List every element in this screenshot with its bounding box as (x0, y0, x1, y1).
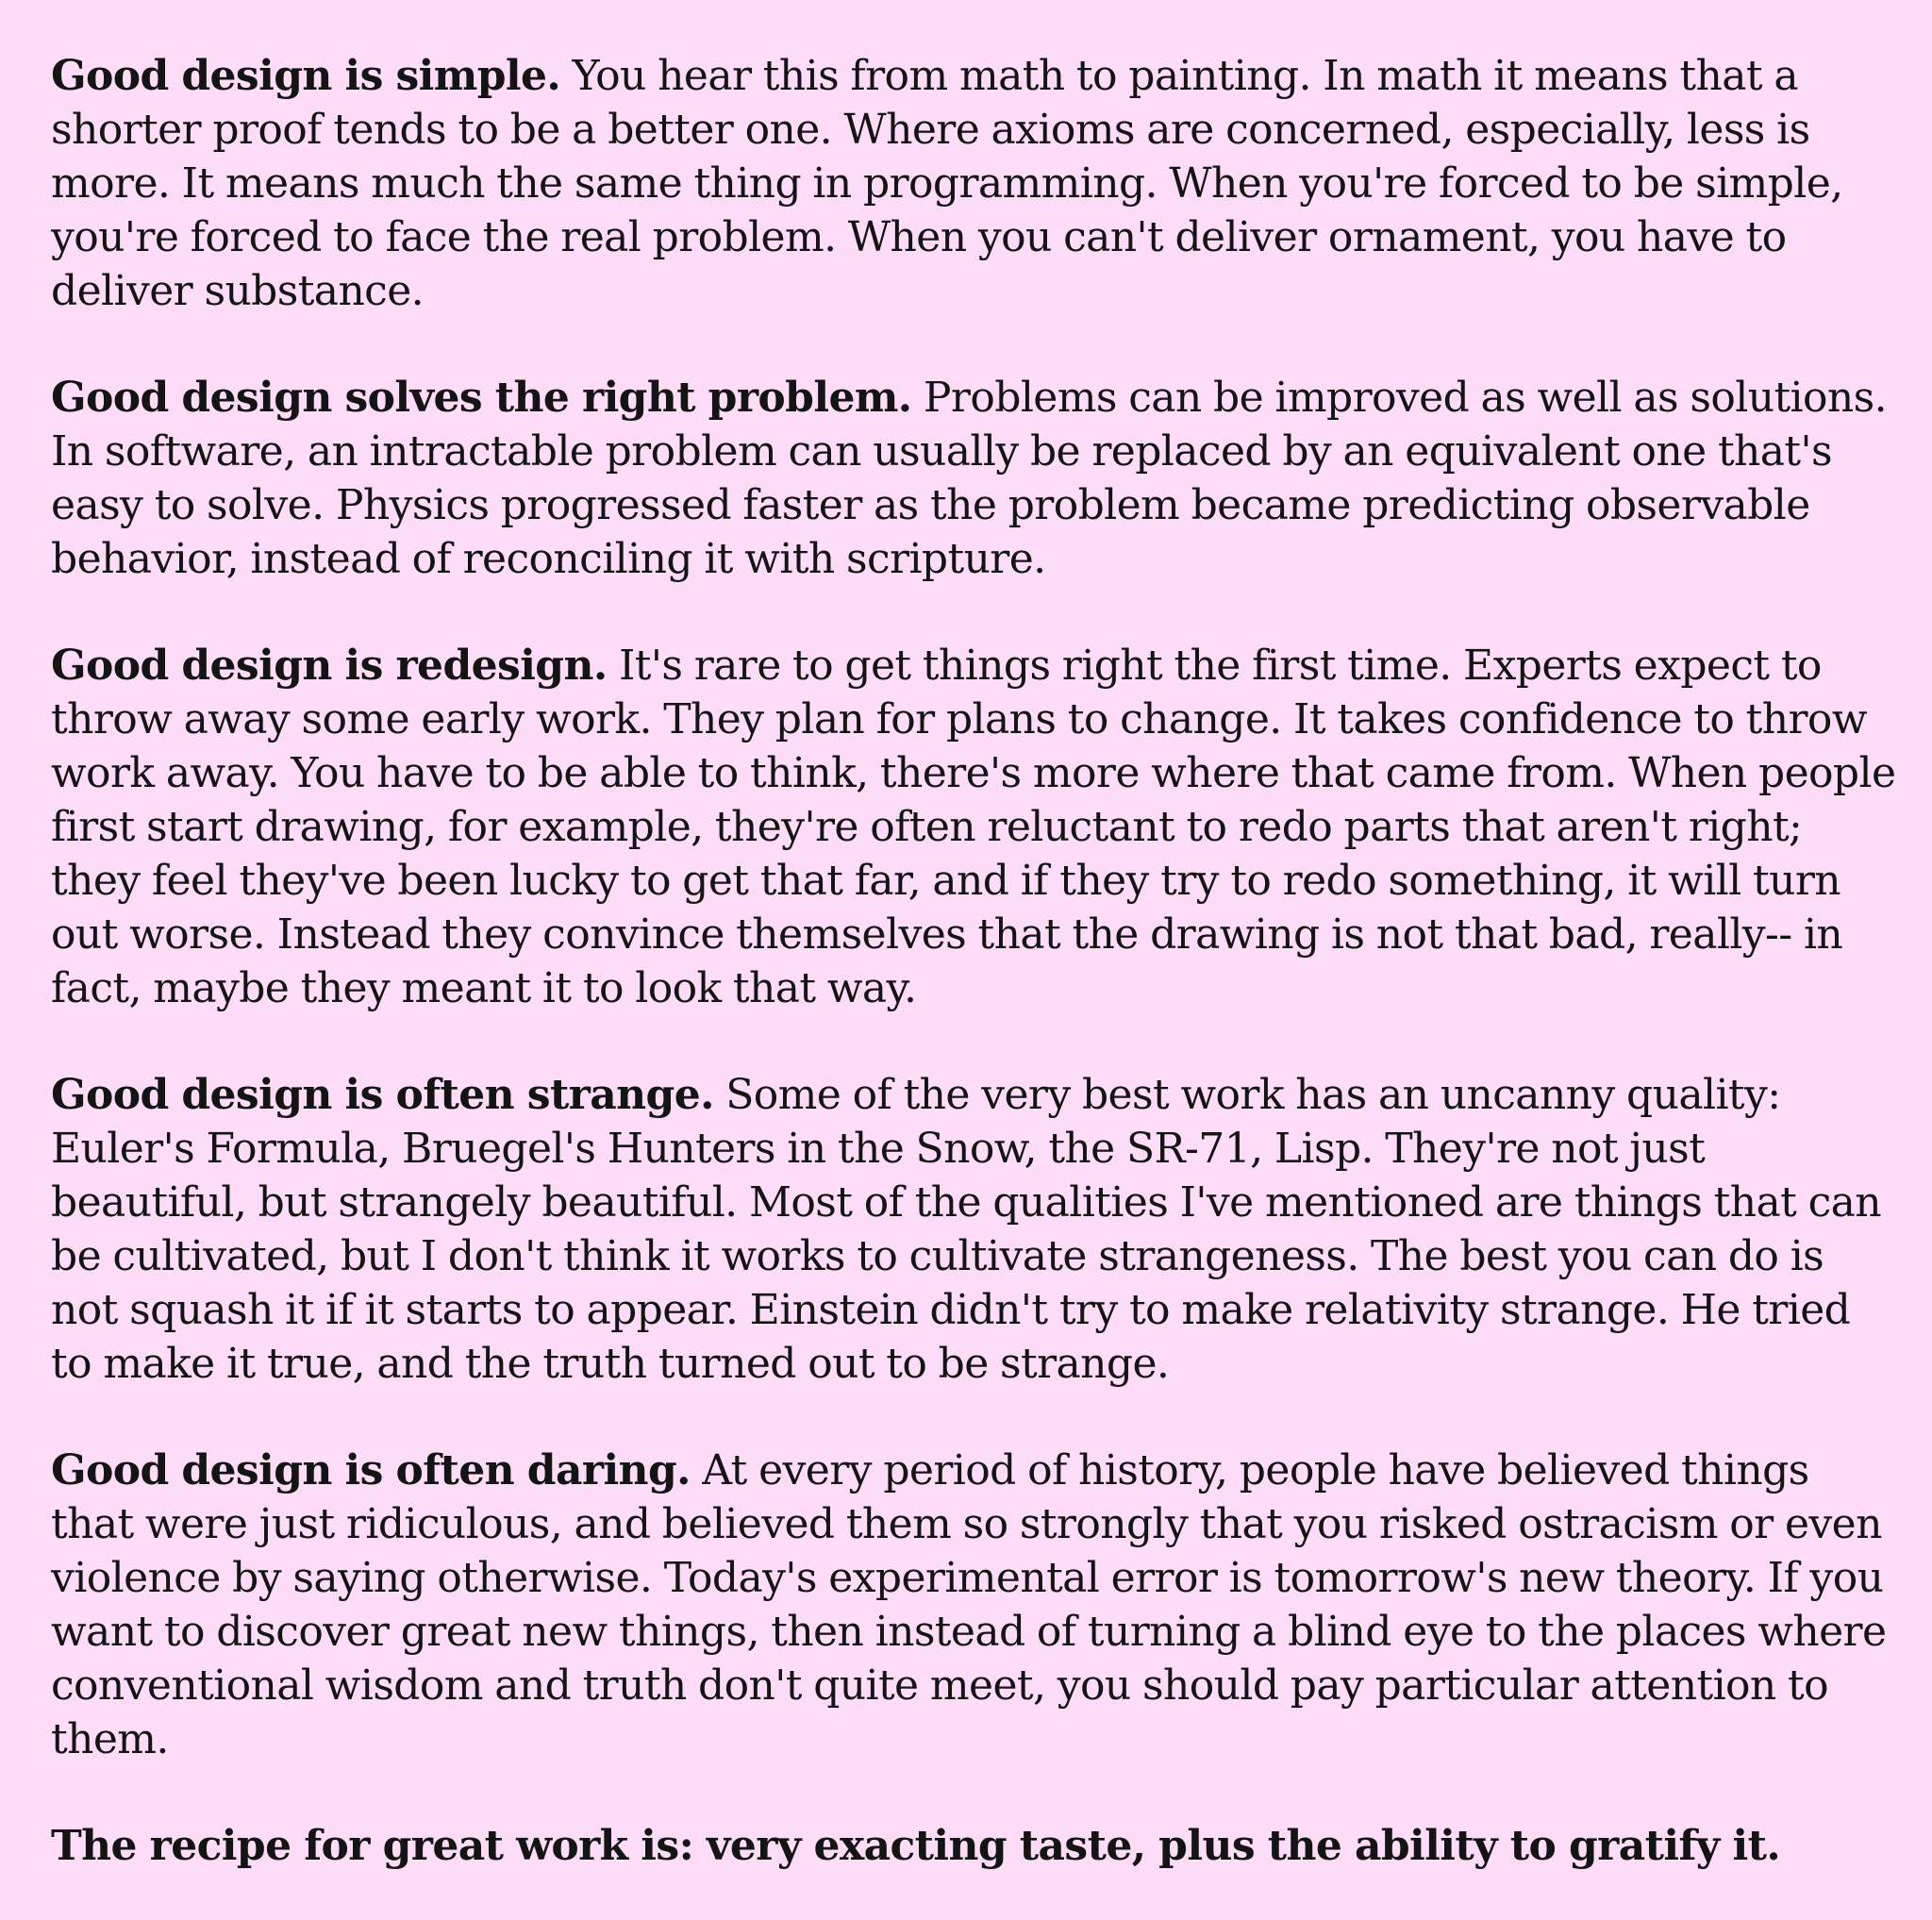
document-body (51, 49, 1900, 1873)
paragraph-heading: Good design is often strange. (51, 1071, 714, 1119)
paragraph-text: It's rare to get things right the first time. Experts expect to throw away some early work. They plan for plans to change. It takes confidence to throw work away. You have to be able to think, there's more where that came from. When people first start drawing, for example, they're often reluctant to redo parts that aren't right; they feel they've been lucky to get that far, and if they try to redo something, it will turn out worse. Instead they convince themselves that the drawing is not that bad, really-- in fact, maybe they meant it to look that way. (51, 642, 1896, 1012)
paragraph-text: You hear this from math to painting. In math it means that a shorter proof tends to be a better one. Where axioms are concerned, especially, less is more. It means much the same thing in programming. When you're forced to be simple, you're forced to face the real problem. When you can't deliver ornament, you have to deliver substance. (51, 52, 1843, 315)
paragraph-heading: Good design solves the right problem. (51, 374, 912, 422)
paragraph-text: At every period of history, people have believed things that were just ridiculous, and believed them so strongly that you risked ostracism or even violence by saying otherwise. Today's experimental error is tomorrow's new theory. If you want to discover great new things, then instead of turning a blind eye to the places where conventional wisdom and truth don't quite meet, you should pay particular attention to them. (51, 1446, 1887, 1763)
paragraph-redesign (51, 639, 1900, 1015)
paragraph-heading: Good design is often daring. (51, 1446, 691, 1494)
paragraph-simple (51, 49, 1900, 318)
paragraph-heading: Good design is redesign. (51, 642, 608, 690)
paragraph-daring (51, 1444, 1900, 1766)
paragraph-text: Some of the very best work has an uncanny quality: Euler's Formula, Bruegel's Hunters in the Snow, the SR-71, Lisp. They're not just beautiful, but strangely beautiful. Most of the qualities I've mentioned are things that can be cultivated, but I don't think it works to cultivate strangeness. The best you can do is not squash it if it starts to appear. Einstein didn't try to make relativity strange. He tried to make it true, and the truth turned out to be strange. (51, 1071, 1882, 1388)
paragraph-strange (51, 1068, 1900, 1391)
paragraph-right-problem (51, 371, 1900, 586)
conclusion: The recipe for great work is: very exacting taste, plus the ability to gratify it. (51, 1822, 1781, 1870)
paragraph-text: Problems can be improved as well as solutions. In software, an intractable problem can usually be replaced by an equivalent one that's easy to solve. Physics progressed faster as the problem became predicting observable behavior, instead of reconciling it with scripture. (51, 374, 1887, 583)
paragraph-heading: Good design is simple. (51, 52, 561, 100)
